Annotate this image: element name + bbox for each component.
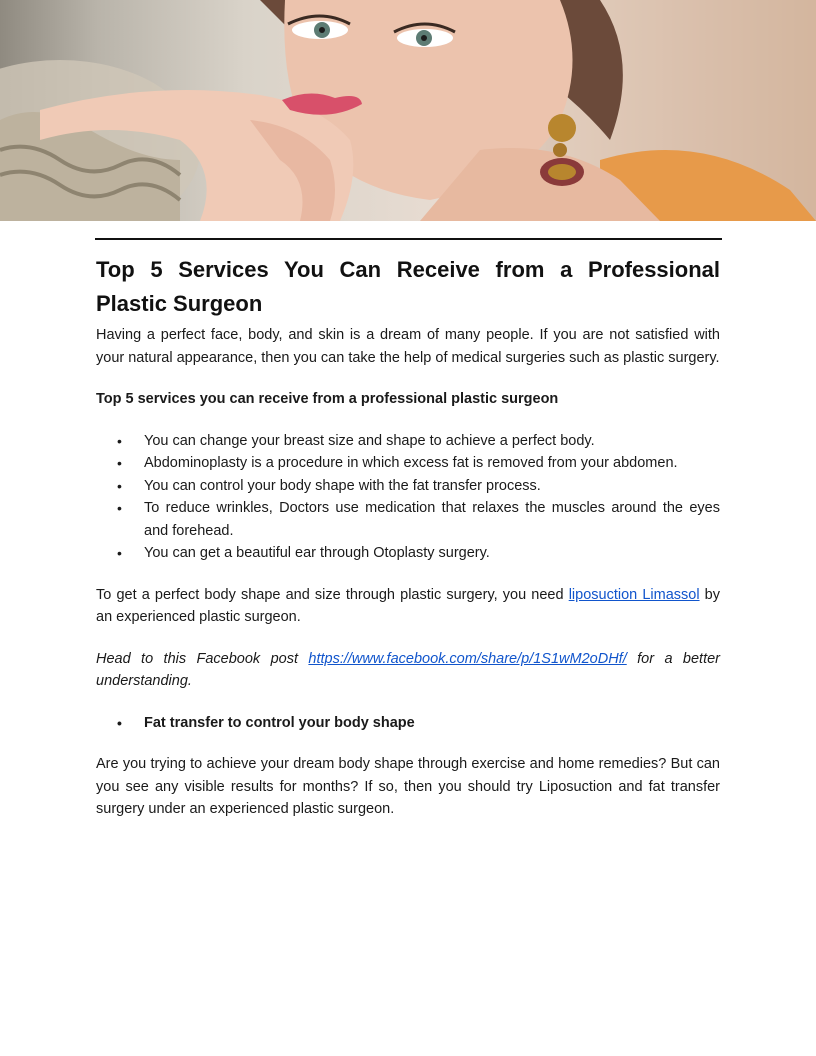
facebook-text-before: Head to this Facebook post: [96, 650, 309, 667]
list-item: • To reduce wrinkles, Doctors use medication that relaxes the muscles around the eyes and forehead.: [96, 497, 720, 542]
woman-portrait-illustration: [0, 0, 816, 221]
list-item: • You can control your body shape with the fat transfer process.: [96, 475, 720, 498]
section-bullet-list: [96, 712, 720, 735]
title-divider: [95, 238, 722, 240]
list-item: • Abdominoplasty is a procedure in which excess fat is removed from your abdomen.: [96, 452, 720, 475]
services-subheading: Top 5 services you can receive from a professional plastic surgeon: [96, 391, 559, 407]
article-title: Top 5 Services You Can Receive from a Professional Plastic Surgeon: [96, 257, 720, 316]
hero-image: [0, 0, 816, 221]
article-body: [96, 253, 720, 821]
cta-text-after: by an experienced plastic surgeon.: [96, 586, 720, 625]
liposuction-limassol-link[interactable]: liposuction Limassol: [568, 586, 700, 603]
list-item: • You can change your breast size and shape to achieve a perfect body.: [96, 430, 720, 453]
list-item: • You can get a beautiful ear through Otoplasty surgery.: [96, 542, 720, 565]
facebook-post-link[interactable]: https://www.facebook.com/share/p/1S1wM2oDHf/: [308, 650, 627, 667]
intro-paragraph: Having a perfect face, body, and skin is a dream of many people. If you are not satisfied with your natural appearance, then you can take the help of medical surgeries such as plastic surgery.: [96, 327, 720, 366]
services-list: [96, 430, 720, 565]
cta-text-before: To get a perfect body shape and size through plastic surgery, you need: [96, 586, 569, 603]
facebook-text-after: for a better understanding.: [96, 650, 720, 689]
section-heading-bullet: • Fat transfer to control your body shape: [96, 712, 720, 735]
closing-paragraph: Are you trying to achieve your dream body shape through exercise and home remedies? But can you see any visible results for months? If so, then you should try Liposuction and fat transfer surgery under an experienced plastic surgeon.: [96, 756, 720, 817]
cta-paragraph: [96, 584, 720, 629]
facebook-paragraph: [96, 648, 720, 693]
